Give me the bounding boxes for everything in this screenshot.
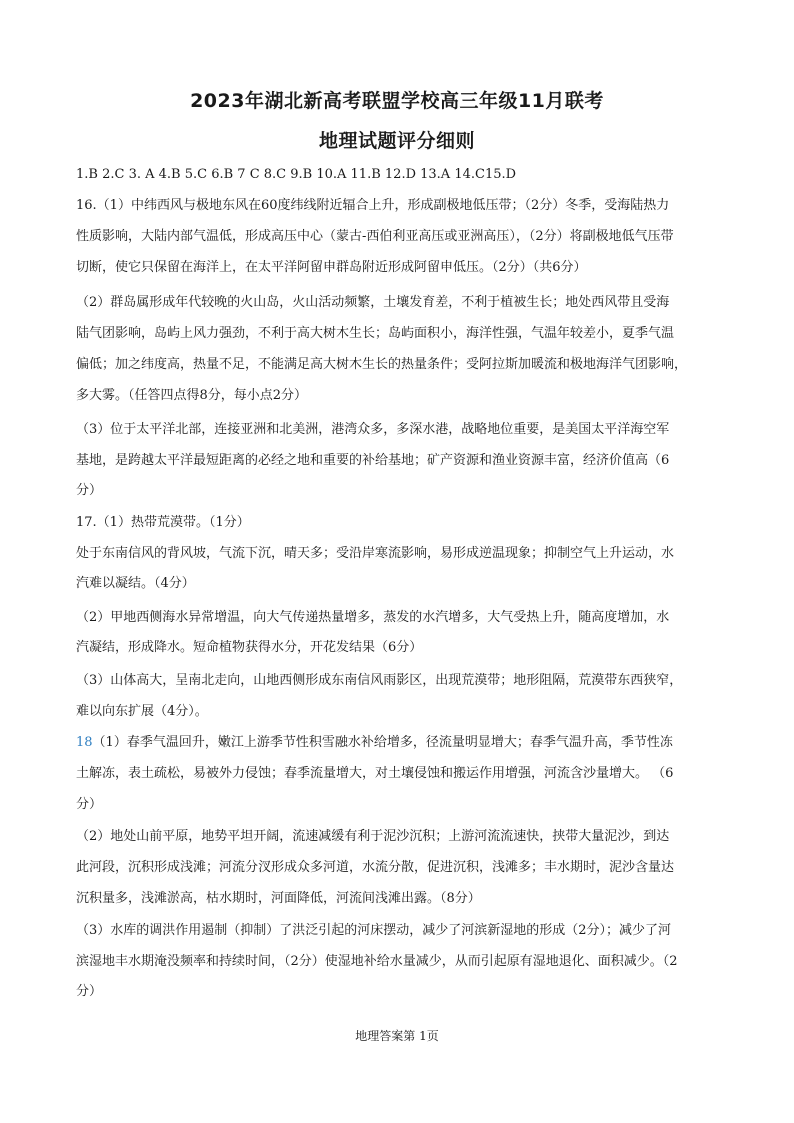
q17-part3-line: （3）山体高大，呈南北走向，山地西侧形成东南信风雨影区，出现荒漠带；地形阻隔，荒漠带东西狭窄， (76, 673, 683, 688)
q16-part3-line: 基地，是跨越太平洋最短距离的必经之地和重要的补给基地；矿产资源和渔业资源丰富，经济价值高（6 (76, 453, 670, 468)
q16-part3-line: 分） (76, 483, 103, 498)
q17-part3-line: 难以向东扩展（4分）。 (76, 704, 208, 719)
q18-part3-line: （3）水库的调洪作用遏制（抑制）了洪泛引起的河床摆动，减少了河滨新湿地的形成（2分）；减少了河 (76, 923, 672, 938)
q17-part1-line: 汽难以凝结。（4分） (76, 576, 195, 591)
q18-part3-line: 分） (76, 984, 103, 999)
q18-part2-line: （2）地处山前平原，地势平坦开阔，流速减缓有利于泥沙沉积；上游河流流速快，挟带大量泥沙，到达 (76, 829, 670, 844)
answer-key-line: 1.B 2.C 3. A 4.B 5.C 6.B 7 C 8.C 9.B 10.A 11.B 12.D 13.A 14.C15.D (76, 167, 517, 182)
q17-part1-line: 17.（1）热带荒漠带。（1分） (76, 515, 250, 530)
q18-part1-line: 分） (76, 797, 103, 812)
page-footer: 地理答案第 1页 (355, 1029, 439, 1043)
q16-part2-line: （2）群岛属形成年代较晚的火山岛，火山活动频繁，土壤发育差，不利于植被生长；地处西风带且受海 (76, 295, 670, 310)
q16-part1-line: 16.（1）中纬西风与极地东风在60度纬线附近辐合上升，形成副极地低压带；（2分）冬季，受海陆热力 (76, 198, 670, 213)
document-title: 2023年湖北新高考联盟学校高三年级11月联考 (190, 90, 604, 112)
q18-part1-line (76, 734, 724, 752)
q18-part2-line: 沉积量多，浅滩淤高，枯水期时，河面降低，河流间浅滩出露。（8分） (76, 891, 481, 906)
q16-part2-line: 陆气团影响，岛屿上风力强劲，不利于高大树木生长；岛屿面积小，海洋性强，气温年较差小，夏季气温 (76, 326, 675, 341)
q18-number: 18 (76, 735, 93, 750)
q16-part1-line: 性质影响，大陆内部气温低，形成高压中心（蒙古-西伯利亚高压或亚洲高压），（2分）将副极地低气压带 (76, 229, 674, 244)
q16-part1-line: 切断，使它只保留在海洋上，在太平洋阿留申群岛附近形成阿留申低压。（2分）（共6分） (76, 260, 587, 275)
q16-part2-line: 多大雾。（任答四点得8分，每小点2分） (76, 388, 308, 403)
q16-part3-line: （3）位于太平洋北部，连接亚洲和北美洲，港湾众多，多深水港，战略地位重要，是美国太平洋海空军 (76, 422, 670, 437)
q18-part1-text: （1）春季气温回升，嫩江上游季节性积雪融水补给增多，径流量明显增大；春季气温升高，季节性冻 (92, 735, 673, 750)
q17-part2-line: （2）甲地西侧海水异常增温，向大气传递热量增多，蒸发的水汽增多，大气受热上升，随高度增加，水 (76, 610, 670, 625)
q17-part2-line: 汽凝结，形成降水。短命植物获得水分，开花发结果（6分） (76, 640, 423, 655)
q18-part3-line: 滨湿地丰水期淹没频率和持续时间，（2分）使湿地补给水量减少，从而引起原有湿地退化、面积减少。（2 (76, 954, 678, 969)
q17-part1-line: 处于东南信风的背风坡，气流下沉，晴天多；受沿岸寒流影响，易形成逆温现象；抑制空气上升运动，水 (76, 546, 675, 561)
document-subtitle: 地理试题评分细则 (318, 130, 475, 152)
q18-part2-line: 此河段，沉积形成浅滩；河流分汊形成众多河道，水流分散，促进沉积，浅滩多；丰水期时，泥沙含量达 (76, 860, 675, 875)
q16-part2-line: 偏低；加之纬度高，热量不足，不能满足高大树木生长的热量条件；受阿拉斯加暖流和极地海洋气团影响， (76, 357, 688, 372)
q18-part1-line: 土解冻，表土疏松，易被外力侵蚀；春季流量增大，对土壤侵蚀和搬运作用增强，河流含沙量增大。 （6 (76, 766, 674, 781)
